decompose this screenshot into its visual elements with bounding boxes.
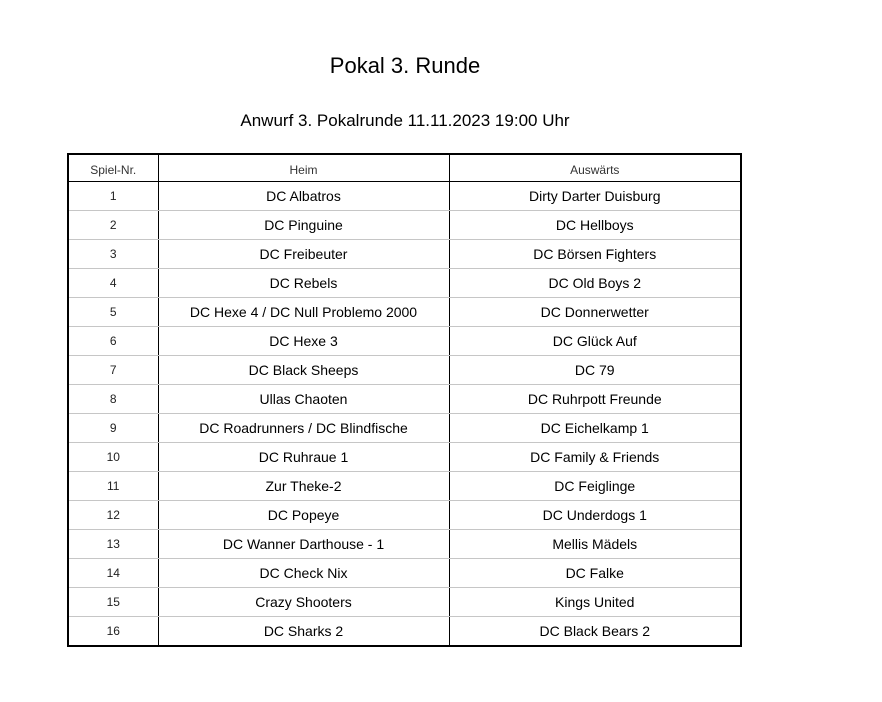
cell-spiel-nr: 4 [68, 268, 158, 297]
table-row [68, 181, 741, 210]
cell-auswaerts: Dirty Darter Duisburg [449, 181, 741, 210]
cell-heim: DC Black Sheeps [158, 355, 449, 384]
cell-heim: Crazy Shooters [158, 587, 449, 616]
cell-auswaerts: DC Old Boys 2 [449, 268, 741, 297]
cell-heim: DC Freibeuter [158, 239, 449, 268]
cell-auswaerts: DC Donnerwetter [449, 297, 741, 326]
header-row [68, 154, 741, 181]
cell-auswaerts: Mellis Mädels [449, 529, 741, 558]
cell-auswaerts: DC Hellboys [449, 210, 741, 239]
cell-heim: Ullas Chaoten [158, 384, 449, 413]
cell-auswaerts: DC Glück Auf [449, 326, 741, 355]
table-row [68, 616, 741, 646]
cell-heim: DC Sharks 2 [158, 616, 449, 646]
table-row [68, 442, 741, 471]
table-row [68, 210, 741, 239]
cell-spiel-nr: 11 [68, 471, 158, 500]
cell-heim: DC Hexe 4 / DC Null Problemo 2000 [158, 297, 449, 326]
cell-auswaerts: DC Feiglinge [449, 471, 741, 500]
cell-spiel-nr: 2 [68, 210, 158, 239]
cell-spiel-nr: 7 [68, 355, 158, 384]
cell-auswaerts: DC Falke [449, 558, 741, 587]
table-row [68, 471, 741, 500]
table-row [68, 239, 741, 268]
cell-spiel-nr: 9 [68, 413, 158, 442]
page-title: Pokal 3. Runde [329, 53, 481, 78]
table-row [68, 268, 741, 297]
table-row [68, 326, 741, 355]
table-row [68, 529, 741, 558]
cell-heim: DC Rebels [158, 268, 449, 297]
cell-heim: Zur Theke-2 [158, 471, 449, 500]
column-header-nr: Spiel-Nr. [68, 154, 158, 181]
cell-spiel-nr: 6 [68, 326, 158, 355]
column-header-heim: Heim [158, 154, 449, 181]
cell-auswaerts: DC Family & Friends [449, 442, 741, 471]
cell-spiel-nr: 12 [68, 500, 158, 529]
table-row [68, 297, 741, 326]
table-row [68, 384, 741, 413]
cell-spiel-nr: 1 [68, 181, 158, 210]
cell-spiel-nr: 15 [68, 587, 158, 616]
table-row [68, 355, 741, 384]
cell-auswaerts: Kings United [449, 587, 741, 616]
table-row [68, 500, 741, 529]
column-header-auswaerts: Auswärts [449, 154, 741, 181]
fixtures-table [67, 153, 742, 647]
table-row [68, 413, 741, 442]
table-row [68, 558, 741, 587]
cell-heim: DC Pinguine [158, 210, 449, 239]
cell-heim: DC Wanner Darthouse - 1 [158, 529, 449, 558]
cell-heim: DC Popeye [158, 500, 449, 529]
cell-auswaerts: DC Underdogs 1 [449, 500, 741, 529]
cell-heim: DC Ruhraue 1 [158, 442, 449, 471]
cell-auswaerts: DC Eichelkamp 1 [449, 413, 741, 442]
cell-spiel-nr: 5 [68, 297, 158, 326]
cell-spiel-nr: 16 [68, 616, 158, 646]
fixture-rows [68, 181, 741, 646]
table-row [68, 587, 741, 616]
cell-auswaerts: DC Black Bears 2 [449, 616, 741, 646]
cell-heim: DC Roadrunners / DC Blindfische [158, 413, 449, 442]
cell-spiel-nr: 10 [68, 442, 158, 471]
cell-spiel-nr: 8 [68, 384, 158, 413]
cell-heim: DC Albatros [158, 181, 449, 210]
page-subtitle: Anwurf 3. Pokalrunde 11.11.2023 19:00 Uhr [240, 111, 570, 130]
cell-spiel-nr: 13 [68, 529, 158, 558]
cell-heim: DC Hexe 3 [158, 326, 449, 355]
cell-auswaerts: DC Ruhrpott Freunde [449, 384, 741, 413]
cell-spiel-nr: 14 [68, 558, 158, 587]
cell-spiel-nr: 3 [68, 239, 158, 268]
cell-auswaerts: DC Börsen Fighters [449, 239, 741, 268]
cell-heim: DC Check Nix [158, 558, 449, 587]
cell-auswaerts: DC 79 [449, 355, 741, 384]
